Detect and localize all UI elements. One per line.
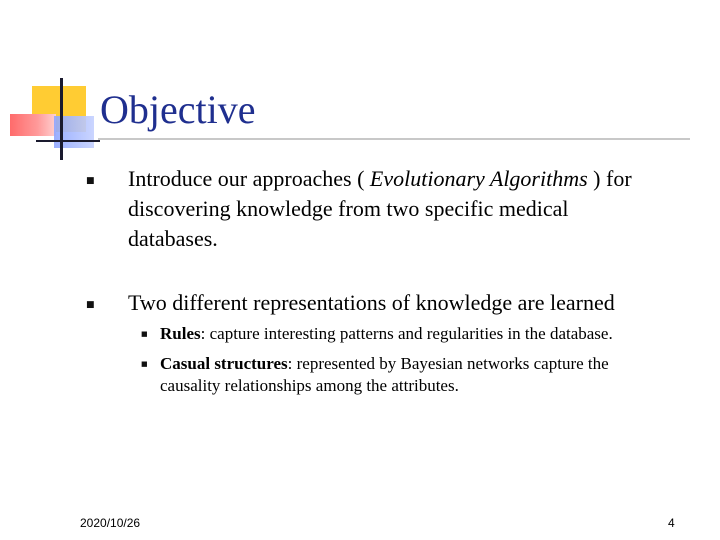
sub-bullet-2-line-2: causality relationships among the attributes. — [160, 376, 459, 395]
decorative-red-bar — [10, 114, 56, 136]
bullet-1-line-1 — [128, 164, 698, 194]
sub-bullet-icon: ■ — [141, 360, 148, 368]
sub-bullet-1-bold: Rules — [160, 324, 201, 343]
slide-title: Objective — [100, 87, 256, 132]
bullet-1-prefix: Introduce our approaches ( — [128, 166, 370, 191]
bullet-icon: ■ — [86, 300, 95, 310]
sub-bullet-2-bold: Casual structures — [160, 354, 288, 373]
sub-bullet-2 — [160, 353, 710, 397]
sub-bullet-icon: ■ — [141, 330, 148, 338]
bullet-1-suffix: ) for — [587, 166, 632, 191]
bullet-2-text: Two different representations of knowledge are learned — [128, 290, 615, 315]
bullet-1-line-3: databases. — [128, 226, 218, 251]
sub-bullet-1 — [160, 323, 710, 345]
page-number: 4 — [668, 516, 675, 530]
footer-date: 2020/10/26 — [80, 516, 141, 530]
bullet-1-line-2: discovering knowledge from two specific medical — [128, 196, 569, 221]
decorative-horizontal-line — [36, 140, 100, 142]
bullet-1-emphasis: Evolutionary Algorithms — [369, 166, 588, 191]
bullet-icon: ■ — [86, 176, 95, 186]
decorative-vertical-line — [60, 78, 63, 160]
sub-bullet-2-rest: : represented by Bayesian networks capture the — [287, 354, 609, 373]
bullet-1-text — [128, 164, 698, 254]
title-underline — [98, 138, 690, 140]
sub-bullet-1-rest: : capture interesting patterns and regularities in the database. — [200, 324, 613, 343]
